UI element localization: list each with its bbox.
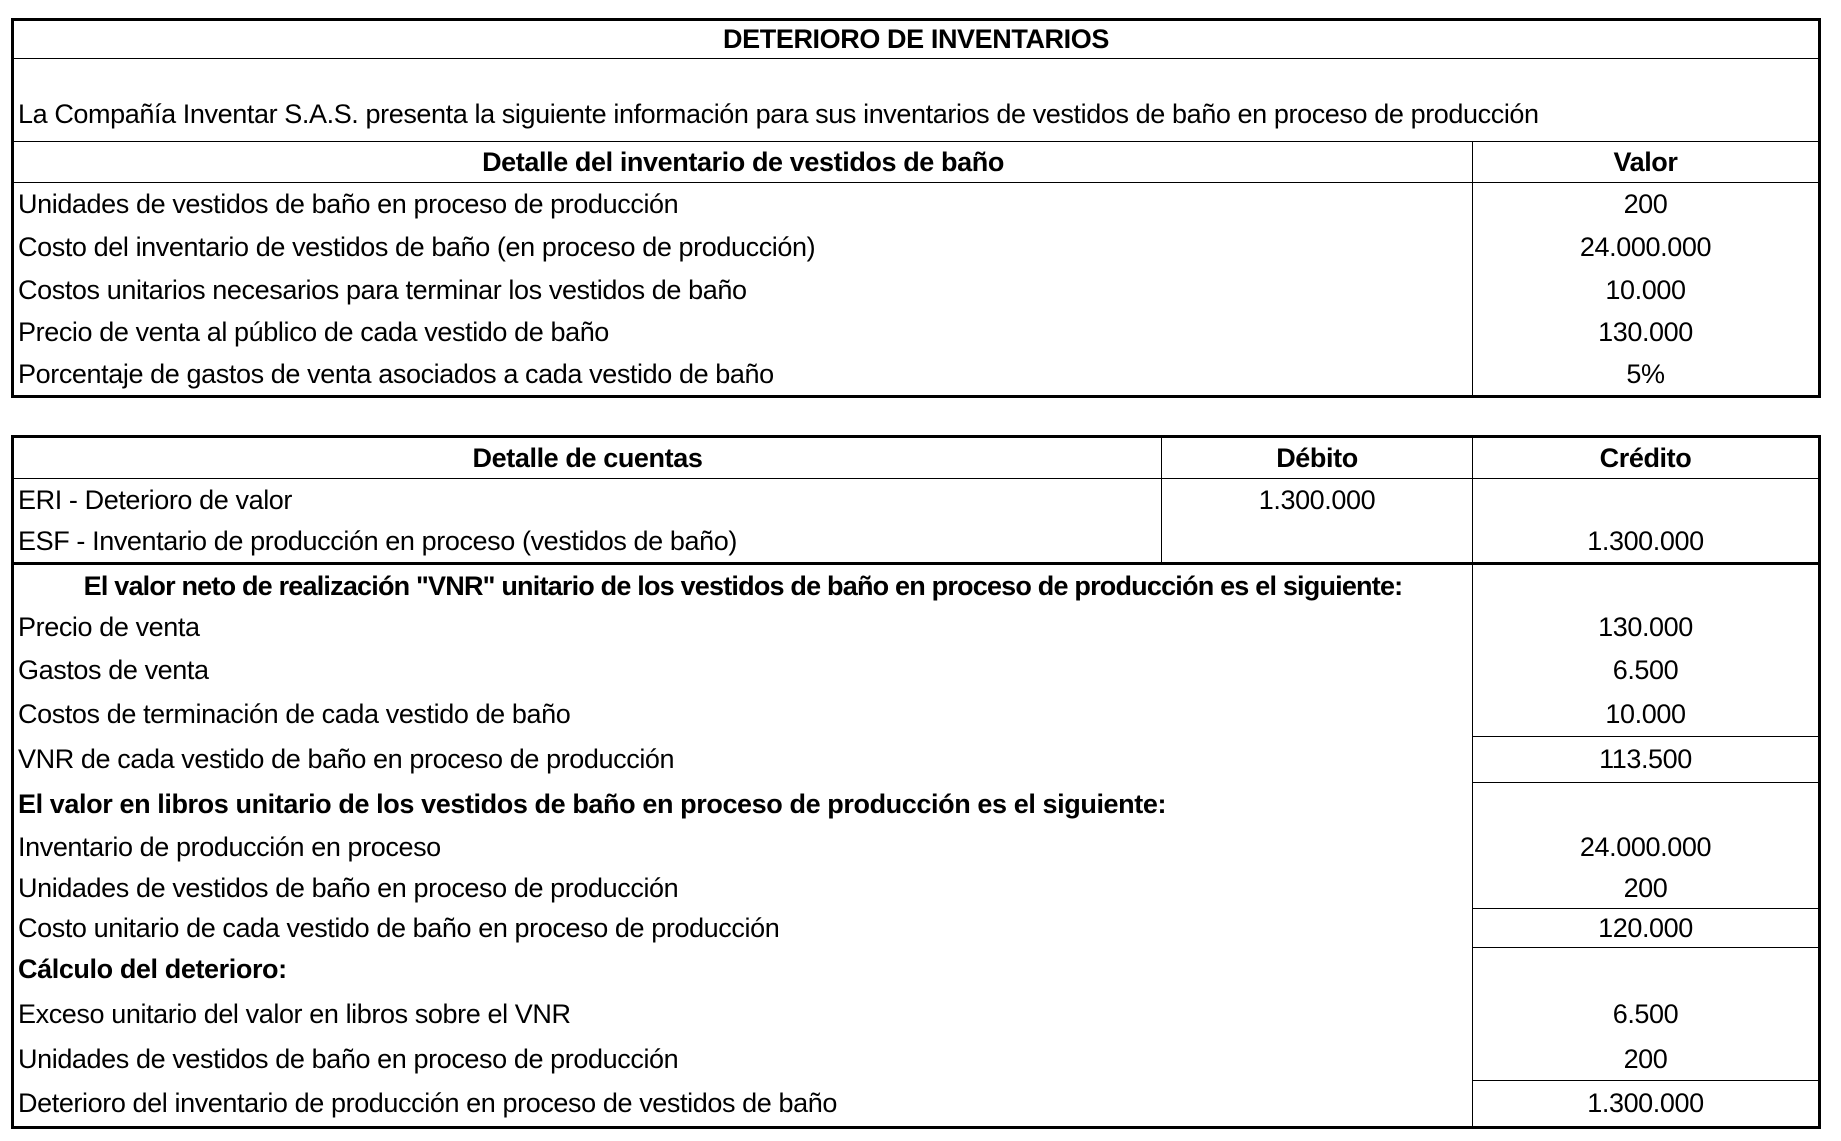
row-label: Gastos de venta: [13, 649, 1473, 692]
inventory-detail-table: [11, 18, 1821, 398]
intro-row: [13, 59, 1820, 142]
row-label: VNR de cada vestido de baño en proceso de producción: [13, 737, 1473, 783]
table-row: [13, 226, 1820, 269]
title-row: [13, 20, 1820, 59]
row-value: 24.000.000: [1579, 831, 1712, 862]
journal-row: [13, 479, 1820, 521]
account-label: ERI - Deterioro de valor: [13, 479, 1162, 521]
table-row: [13, 354, 1820, 397]
row-value: 24.000.000: [1579, 231, 1712, 262]
column-header-accounts: Detalle de cuentas: [13, 437, 1162, 479]
intro-text: La Compañía Inventar S.A.S. presenta la siguiente información para sus inventarios de vestidos de baño en proceso de producción: [13, 59, 1820, 142]
account-label: ESF - Inventario de producción en proceso (vestidos de baño): [13, 521, 1162, 564]
header-row: [13, 142, 1820, 183]
row-label: Unidades de vestidos de baño en proceso de producción: [13, 869, 1473, 909]
row-label: Unidades de vestidos de baño en proceso de producción: [13, 1038, 1473, 1081]
row-label: Costo del inventario de vestidos de baño (en proceso de producción): [13, 226, 1473, 269]
table-row: [13, 869, 1820, 909]
result-value: 120.000: [1473, 909, 1820, 948]
accounts-table: [11, 435, 1821, 1129]
credit-value: 1.300.000: [1473, 521, 1820, 564]
table-row: [13, 183, 1820, 226]
debit-value: 1.300.000: [1162, 479, 1473, 521]
journal-row: [13, 521, 1820, 564]
result-value: 113.500: [1473, 737, 1820, 783]
row-value: 130.000: [1598, 612, 1693, 643]
table-row: [13, 737, 1820, 783]
column-header-valor: Valor: [1473, 142, 1820, 183]
table-row: [13, 607, 1820, 649]
row-label: Precio de venta: [13, 607, 1473, 649]
row-value: 5%: [1626, 359, 1665, 390]
page-title: DETERIORO DE INVENTARIOS: [13, 20, 1820, 59]
row-label: Precio de venta al público de cada vestido de baño: [13, 312, 1473, 354]
row-value: 10.000: [1605, 698, 1686, 729]
row-value: 10.000: [1605, 274, 1686, 305]
table-row: [13, 991, 1820, 1038]
table-row: [13, 312, 1820, 354]
row-value: 200: [1623, 189, 1668, 220]
row-value: 200: [1623, 873, 1668, 904]
column-header-credit: Crédito: [1473, 437, 1820, 479]
impairment-section-heading: Cálculo del deterioro:: [13, 948, 1473, 991]
table-row: [13, 1081, 1820, 1128]
result-value: 1.300.000: [1473, 1081, 1820, 1128]
row-value: 6.500: [1612, 654, 1679, 685]
table-row: [13, 269, 1820, 312]
row-label: Costo unitario de cada vestido de baño en proceso de producción: [13, 909, 1473, 948]
section-heading-row: [13, 783, 1820, 826]
row-label: Deterioro del inventario de producción en proceso de vestidos de baño: [13, 1081, 1473, 1128]
row-label: Unidades de vestidos de baño en proceso de producción: [13, 183, 1473, 226]
row-value: 130.000: [1598, 317, 1693, 348]
table-row: [13, 1038, 1820, 1081]
table-row: [13, 649, 1820, 692]
column-header-debit: Débito: [1162, 437, 1473, 479]
section-heading-row: [13, 564, 1820, 607]
row-label: Costos unitarios necesarios para terminar los vestidos de baño: [13, 269, 1473, 312]
row-label: Porcentaje de gastos de venta asociados a cada vestido de baño: [13, 354, 1473, 397]
row-value: 200: [1623, 1043, 1668, 1074]
row-value: 6.500: [1612, 998, 1679, 1029]
row-label: Exceso unitario del valor en libros sobre el VNR: [13, 991, 1473, 1038]
vnr-section-heading: El valor neto de realización "VNR" unitario de los vestidos de baño en proceso de producción es el siguiente:: [13, 564, 1473, 607]
header-row: [13, 437, 1820, 479]
table-row: [13, 826, 1820, 869]
row-label: Inventario de producción en proceso: [13, 826, 1473, 869]
section-heading-row: [13, 948, 1820, 991]
table-row: [13, 692, 1820, 737]
row-label: Costos de terminación de cada vestido de baño: [13, 692, 1473, 737]
credit-value: [1473, 479, 1820, 521]
debit-value: [1162, 521, 1473, 564]
column-header-detail: Detalle del inventario de vestidos de baño: [13, 142, 1473, 183]
table-row: [13, 909, 1820, 948]
book-value-section-heading: El valor en libros unitario de los vestidos de baño en proceso de producción es el siguiente:: [13, 783, 1473, 826]
